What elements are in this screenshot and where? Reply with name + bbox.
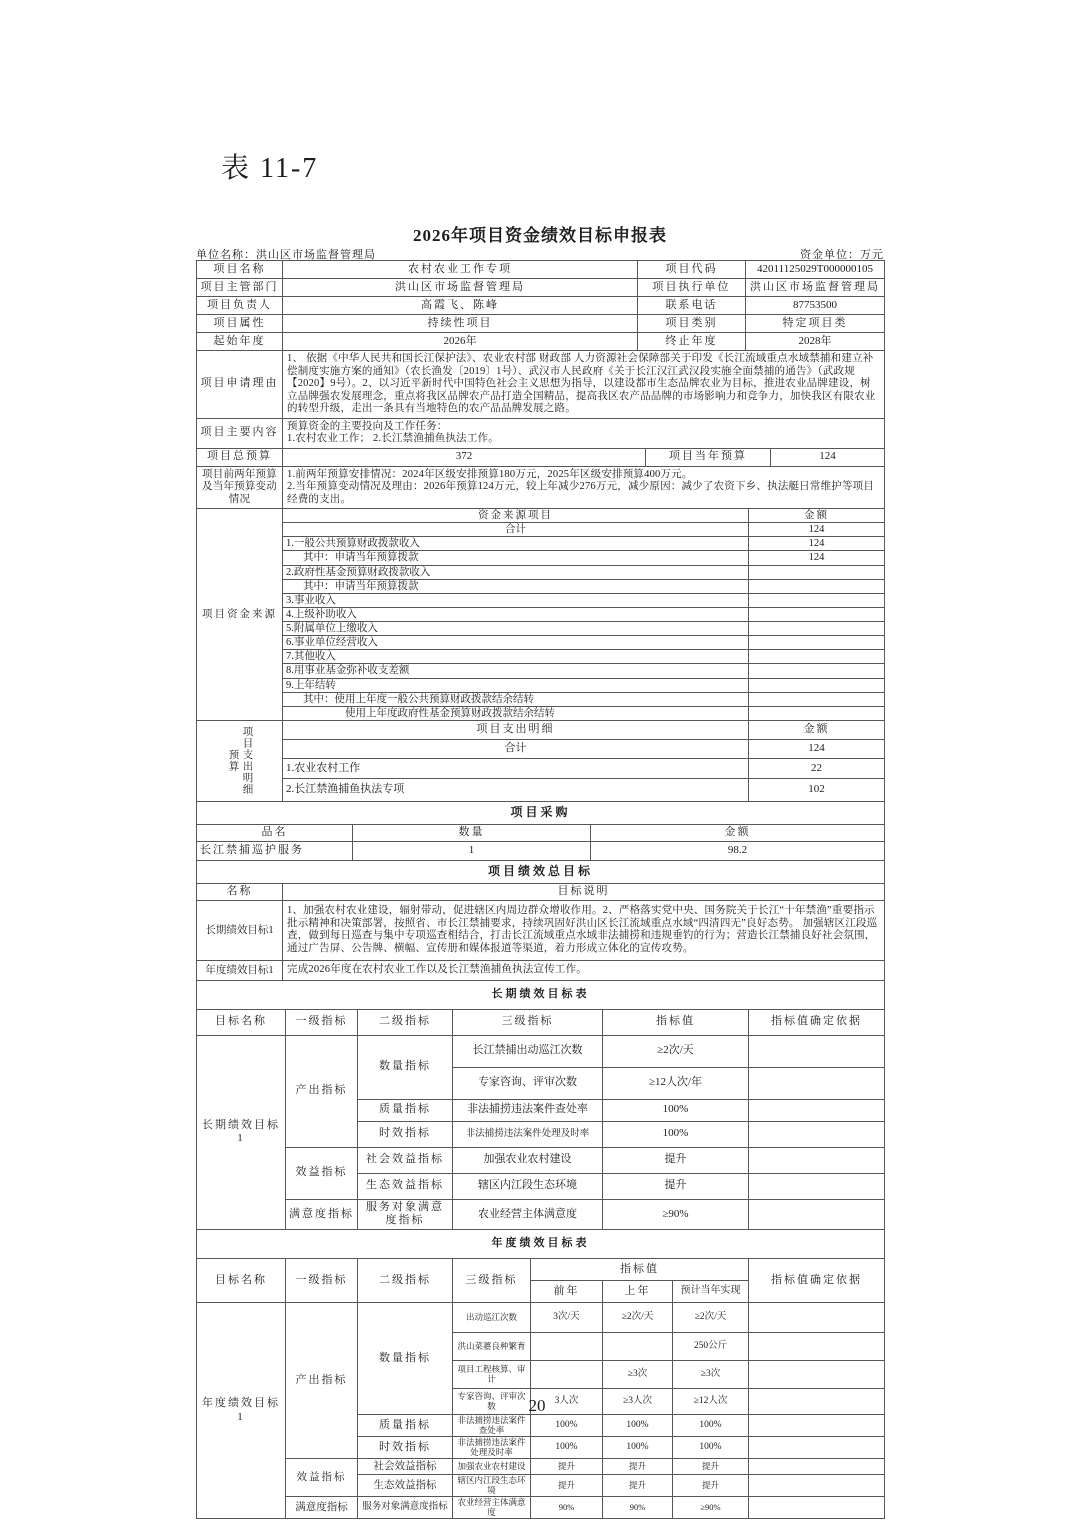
funding-row-item: 其中：申请当年预算拨款 (283, 551, 749, 565)
label-project-leader: 项目负责人 (197, 297, 283, 315)
expenditure-col-item: 项目支出明细 (283, 720, 749, 739)
procurement-col-name: 品名 (197, 824, 353, 841)
annual-h-prev2: 前年 (531, 1281, 603, 1303)
label-start-year: 起始年度 (197, 333, 283, 351)
longterm-l2: 社会效益指标 (358, 1147, 453, 1173)
label-project-name: 项目名称 (197, 261, 283, 279)
annual-prev (603, 1333, 673, 1361)
longterm-l2: 质量指标 (358, 1099, 453, 1121)
longterm-h-l2: 二级指标 (358, 1009, 453, 1035)
funding-row-amount (749, 593, 885, 607)
procurement-col-qty: 数量 (353, 824, 591, 841)
value-phone: 87753500 (746, 297, 885, 315)
info-table (196, 260, 885, 351)
annual-cur: 提升 (673, 1475, 749, 1497)
budget-total-table (196, 448, 885, 467)
longterm-val: ≥12人次/年 (603, 1067, 749, 1099)
annual-l3: 辖区内江段生态环境 (453, 1475, 531, 1497)
expenditure-row-amount: 124 (749, 740, 885, 759)
annual-l1: 产出指标 (286, 1303, 358, 1459)
annual-prev2: 100% (531, 1437, 603, 1459)
annual-goal-table (196, 1229, 885, 1519)
prev-budget-table (196, 466, 885, 510)
annual-h-goal: 目标名称 (197, 1259, 286, 1303)
funding-row-amount (749, 622, 885, 636)
funding-row-amount: 124 (749, 537, 885, 551)
expenditure-vertical-label: 项目支出明细预算 (227, 726, 253, 796)
longterm-val: 提升 (603, 1173, 749, 1199)
funding-row-amount (749, 565, 885, 579)
annual-l2: 服务对象满意度指标 (358, 1497, 453, 1519)
longterm-l3: 专家咨询、评审次数 (453, 1067, 603, 1099)
longterm-l2: 服务对象满意度指标 (358, 1199, 453, 1230)
funding-row-item: 6.事业单位经营收入 (283, 636, 749, 650)
annual-basis (749, 1497, 885, 1519)
annual-prev: 100% (603, 1437, 673, 1459)
value-project-code: 42011125029T000000105 (746, 261, 885, 279)
longterm-l1: 产出指标 (286, 1035, 358, 1147)
annual-prev: ≥2次/天 (603, 1303, 673, 1333)
annual-cur: ≥3次 (673, 1361, 749, 1389)
procurement-row-qty: 1 (353, 841, 591, 860)
annual-l3: 非法捕捞违法案件处理及时率 (453, 1437, 531, 1459)
longterm-val: ≥2次/天 (603, 1035, 749, 1067)
longterm-goal-name: 长期绩效目标1 (197, 1035, 286, 1230)
label-project-category: 项目类别 (638, 315, 746, 333)
reason-table (196, 350, 885, 449)
annual-h-l3: 三级指标 (453, 1259, 531, 1303)
label-phone: 联系电话 (638, 297, 746, 315)
annual-l2: 生态效益指标 (358, 1475, 453, 1497)
page-title: 2026年项目资金绩效目标申报表 (413, 226, 667, 245)
funding-col-amount: 金额 (749, 509, 885, 523)
expenditure-row-amount: 102 (749, 779, 885, 802)
overall-row-name: 年度绩效目标1 (197, 960, 283, 980)
funding-row-item: 其中：申请当年预算拨款 (283, 579, 749, 593)
annual-prev2 (531, 1361, 603, 1389)
value-project-category: 特定项目类 (746, 315, 885, 333)
funding-row-item: 9.上年结转 (283, 678, 749, 692)
annual-l3: 洪山菜薹良种繁育 (453, 1333, 531, 1361)
overall-row-desc: 1、加强农村农业建设，辐射带动，促进辖区内周边群众增收作用。2、严格落实党中央、国务院关于长江“十年禁渔”重要指示批示精神和决策部署，按照省、市长江禁捕要求，持续巩固好洪山区长江流域重点水域“四清四无”良好态势。 加强辖区江段巡查，做到每日巡查与集中专项巡查相结合，打击长江流域重点水域非法捕捞和违规垂钓的行为；营造长江禁捕良好社会氛围，通过广告屏、公告牌、横幅、宣传册和媒体报道等渠道，着力形成立体化的宣传攻势。 (283, 900, 885, 960)
funding-row-item: 5.附属单位上缴收入 (283, 622, 749, 636)
annual-prev: 90% (603, 1497, 673, 1519)
longterm-basis (749, 1121, 885, 1147)
value-project-attribute: 持续性项目 (283, 315, 638, 333)
annual-basis (749, 1333, 885, 1361)
longterm-goal-table (196, 980, 885, 1231)
funding-row-item: 7.其他收入 (283, 650, 749, 664)
overall-goal-title: 项目绩效总目标 (197, 860, 885, 883)
annual-prev: 提升 (603, 1459, 673, 1475)
prev-budget-line1: 1.前两年预算安排情况：2024年区级安排预算180万元，2025年区级安排预算400万元。 (287, 468, 693, 480)
annual-prev2 (531, 1333, 603, 1361)
annual-prev: ≥3次 (603, 1361, 673, 1389)
annual-basis (749, 1475, 885, 1497)
funding-row-item: 1.一般公共预算财政拨款收入 (283, 537, 749, 551)
overall-col-name: 名称 (197, 883, 283, 900)
procurement-table (196, 801, 885, 861)
expenditure-col-amount: 金额 (749, 720, 885, 739)
annual-prev2: 90% (531, 1497, 603, 1519)
annual-cur: 250公斤 (673, 1333, 749, 1361)
annual-h-cur: 预计当年实现 (673, 1281, 749, 1303)
value-end-year: 2028年 (746, 333, 885, 351)
value-project-leader: 高霞飞、陈峰 (283, 297, 638, 315)
annual-l2: 时效指标 (358, 1437, 453, 1459)
fund-unit: 资金单位：万元 (800, 249, 884, 261)
longterm-h-val: 指标值 (603, 1009, 749, 1035)
longterm-l3: 辖区内江段生态环境 (453, 1173, 603, 1199)
value-total-budget: 372 (283, 448, 646, 466)
funding-row-amount (749, 579, 885, 593)
longterm-l3: 加强农业农村建设 (453, 1147, 603, 1173)
annual-l3: 出动巡江次数 (453, 1303, 531, 1333)
annual-prev: ≥3人次 (603, 1389, 673, 1415)
annual-l1: 效益指标 (286, 1459, 358, 1497)
funding-source-table (196, 508, 885, 721)
sheet-number-label: 表 11-7 (221, 153, 319, 184)
label-prev-budget: 项目前两年预算及当年预算变动情况 (197, 466, 283, 509)
expenditure-row-item: 合计 (283, 740, 749, 759)
procurement-title: 项目采购 (197, 801, 885, 824)
longterm-l1: 满意度指标 (286, 1199, 358, 1230)
longterm-h-l3: 三级指标 (453, 1009, 603, 1035)
funding-row-amount (749, 692, 885, 706)
annual-cur: 100% (673, 1415, 749, 1437)
label-project-code: 项目代码 (638, 261, 746, 279)
annual-prev: 100% (603, 1415, 673, 1437)
annual-basis (749, 1361, 885, 1389)
longterm-l2: 生态效益指标 (358, 1173, 453, 1199)
funding-row-item: 使用上年度政府性基金预算财政拨款结余结转 (283, 706, 749, 720)
funding-row-amount (749, 650, 885, 664)
funding-row-amount (749, 706, 885, 720)
funding-row-item: 其中：使用上年度一般公共预算财政拨款结余结转 (283, 692, 749, 706)
annual-l2: 数量指标 (358, 1303, 453, 1415)
overall-goal-table (196, 860, 885, 981)
label-supervising-dept: 项目主管部门 (197, 279, 283, 297)
longterm-l2: 数量指标 (358, 1035, 453, 1099)
annual-cur: ≥90% (673, 1497, 749, 1519)
longterm-l3: 非法捕捞违法案件查处率 (453, 1099, 603, 1121)
label-executing-unit: 项目执行单位 (638, 279, 746, 297)
annual-prev2: 提升 (531, 1475, 603, 1497)
longterm-basis (749, 1199, 885, 1230)
funding-row-item: 3.事业收入 (283, 593, 749, 607)
annual-cur: 100% (673, 1437, 749, 1459)
declaration-form (196, 261, 884, 1519)
longterm-basis (749, 1173, 885, 1199)
value-main-content (283, 418, 885, 448)
value-current-year-budget: 124 (771, 448, 885, 466)
annual-title: 年度绩效目标表 (197, 1230, 885, 1259)
annual-prev2: 3次/天 (531, 1303, 603, 1333)
main-content-line1: 预算资金的主要投向及工作任务： (287, 420, 448, 432)
longterm-val: ≥90% (603, 1199, 749, 1230)
value-prev-budget (283, 466, 885, 509)
longterm-val: 提升 (603, 1147, 749, 1173)
expenditure-row-amount: 22 (749, 759, 885, 779)
annual-l1: 满意度指标 (286, 1497, 358, 1519)
annual-cur: ≥12人次 (673, 1389, 749, 1415)
value-supervising-dept: 洪山区市场监督管理局 (283, 279, 638, 297)
annual-basis (749, 1415, 885, 1437)
value-start-year: 2026年 (283, 333, 638, 351)
longterm-l3: 长江禁捕出动巡江次数 (453, 1035, 603, 1067)
value-application-reason: 1、 依据《中华人民共和国长江保护法》、农业农村部 财政部 人力资源社会保障部关于印发《长江流域重点水域禁捕和建立补偿制度实施方案的通知》（农长渔发〔2019〕1号）、武汉市人民政府《关于长江汉江武汉段实施全面禁捕的通告》（武政规【2020】9号）。2、以习近平新时代中国特色社会主义思想为指导，以建设都市生态品牌农业为目标，推进农业品牌建设，树立品牌强农发展理念，重点将我区品牌农产品打造全国精品，提高我区农产品品牌的市场影响力和竞争力，加快我区有限农业的转型升级，走出一条具有当地特色的农产品品牌发展之路。 (283, 351, 885, 419)
overall-row-name: 长期绩效目标1 (197, 900, 283, 960)
label-funding-source: 项目资金来源 (197, 509, 283, 721)
annual-basis (749, 1437, 885, 1459)
annual-l3: 项目工程核算、审计 (453, 1361, 531, 1389)
longterm-l3: 农业经营主体满意度 (453, 1199, 603, 1230)
funding-row-item: 4.上级补助收入 (283, 607, 749, 621)
funding-row-amount (749, 678, 885, 692)
overall-col-desc: 目标说明 (283, 883, 885, 900)
annual-basis (749, 1459, 885, 1475)
longterm-basis (749, 1067, 885, 1099)
label-current-year-budget: 项目当年预算 (646, 448, 771, 466)
label-end-year: 终止年度 (638, 333, 746, 351)
longterm-title: 长期绩效目标表 (197, 980, 885, 1009)
annual-l2: 社会效益指标 (358, 1459, 453, 1475)
label-expenditure-detail (197, 720, 283, 801)
value-project-name: 农村农业工作专项 (283, 261, 638, 279)
value-executing-unit: 洪山区市场监督管理局 (746, 279, 885, 297)
annual-l3: 加强农业农村建设 (453, 1459, 531, 1475)
longterm-h-goal: 目标名称 (197, 1009, 286, 1035)
annual-l3: 专家咨询、评审次数 (453, 1389, 531, 1415)
funding-row-item: 合计 (283, 523, 749, 537)
longterm-basis (749, 1035, 885, 1067)
main-content-line2: 1.农村农业工作； 2.长江禁渔捕鱼执法工作。 (287, 433, 499, 444)
longterm-h-l1: 一级指标 (286, 1009, 358, 1035)
annual-basis (749, 1303, 885, 1333)
annual-h-prev: 上年 (603, 1281, 673, 1303)
annual-prev2: 100% (531, 1415, 603, 1437)
annual-cur: 提升 (673, 1459, 749, 1475)
annual-l3: 非法捕捞违法案件查处率 (453, 1415, 531, 1437)
page-number: 20 (528, 1396, 546, 1415)
funding-row-amount: 124 (749, 551, 885, 565)
expenditure-row-item: 1.农业农村工作 (283, 759, 749, 779)
funding-row-amount: 124 (749, 523, 885, 537)
longterm-val: 100% (603, 1099, 749, 1121)
annual-h-val-group: 指标值 (531, 1259, 749, 1281)
label-total-budget: 项目总预算 (197, 448, 283, 466)
longterm-val: 100% (603, 1121, 749, 1147)
expenditure-table (196, 720, 885, 802)
annual-prev2: 3人次 (531, 1389, 603, 1415)
longterm-l1: 效益指标 (286, 1147, 358, 1199)
annual-goal-name: 年度绩效目标1 (197, 1303, 286, 1519)
longterm-basis (749, 1099, 885, 1121)
procurement-row-name: 长江禁捕巡护服务 (197, 841, 353, 860)
longterm-h-basis: 指标值确定依据 (749, 1009, 885, 1035)
longterm-l2: 时效指标 (358, 1121, 453, 1147)
overall-row-desc: 完成2026年度在农村农业工作以及长江禁渔捕鱼执法宣传工作。 (283, 960, 885, 980)
funding-row-item: 8.用事业基金弥补收支差额 (283, 664, 749, 678)
annual-h-basis: 指标值确定依据 (749, 1259, 885, 1303)
label-main-content: 项目主要内容 (197, 418, 283, 448)
funding-col-item: 资金来源项目 (283, 509, 749, 523)
unit-name: 单位名称：洪山区市场监督管理局 (196, 249, 376, 261)
procurement-row-amount: 98.2 (591, 841, 885, 860)
funding-row-item: 2.政府性基金预算财政拨款收入 (283, 565, 749, 579)
longterm-basis (749, 1147, 885, 1173)
annual-h-l1: 一级指标 (286, 1259, 358, 1303)
label-application-reason: 项目申请理由 (197, 351, 283, 419)
annual-h-l2: 二级指标 (358, 1259, 453, 1303)
funding-row-amount (749, 607, 885, 621)
procurement-col-amount: 金额 (591, 824, 885, 841)
funding-row-amount (749, 664, 885, 678)
annual-l3: 农业经营主体满意度 (453, 1497, 531, 1519)
expenditure-row-item: 2.长江禁渔捕鱼执法专项 (283, 779, 749, 802)
annual-prev2: 提升 (531, 1459, 603, 1475)
longterm-l3: 非法捕捞违法案件处理及时率 (453, 1121, 603, 1147)
annual-l2: 质量指标 (358, 1415, 453, 1437)
annual-cur: ≥2次/天 (673, 1303, 749, 1333)
prev-budget-line2: 2.当年预算变动情况及理由：2026年预算124万元，较上年减少276万元，减少原因：减少了农资下乡、执法艇日常维护等项目经费的支出。 (287, 481, 875, 505)
annual-prev: 提升 (603, 1475, 673, 1497)
label-project-attribute: 项目属性 (197, 315, 283, 333)
funding-row-amount (749, 636, 885, 650)
